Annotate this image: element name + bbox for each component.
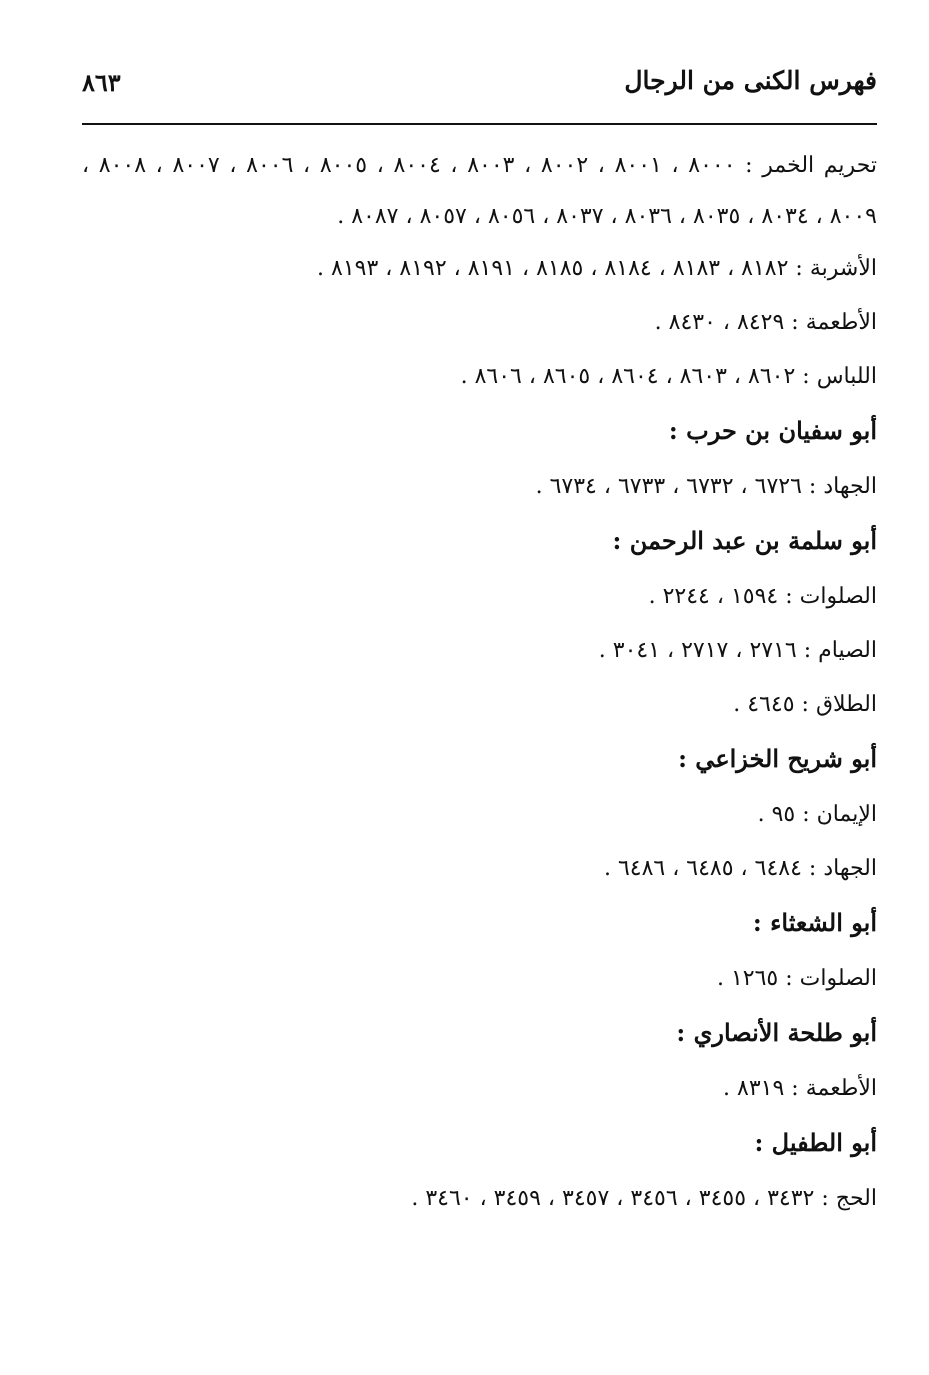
entry-heading: أبو الشعثاء : (752, 908, 877, 937)
entry-heading: أبو سلمة بن عبد الرحمن : (612, 526, 877, 555)
reference-topic: الطلاق (815, 692, 877, 717)
running-header (82, 62, 877, 108)
reference-numbers: ٨٣١٩ . (723, 1076, 785, 1101)
reference-line: الصيام : ٢٧١٦ ، ٢٧١٧ ، ٣٠٤١ . (598, 638, 877, 663)
reference-numbers: ١٥٩٤ ، ٢٢٤٤ . (648, 584, 779, 609)
reference-numbers: ٢٧١٦ ، ٢٧١٧ ، ٣٠٤١ . (598, 638, 797, 663)
reference-line: الصلوات : ١٢٦٥ . (716, 966, 877, 991)
reference-topic: الصلوات (799, 966, 877, 991)
reference-numbers: ٦٧٢٦ ، ٦٧٣٢ ، ٦٧٣٣ ، ٦٧٣٤ . (535, 474, 802, 499)
reference-line: اللباس : ٨٦٠٢ ، ٨٦٠٣ ، ٨٦٠٤ ، ٨٦٠٥ ، ٨٦٠٦ . (460, 364, 877, 389)
entry-heading: أبو شريح الخزاعي : (678, 744, 877, 773)
reference-line: الصلوات : ١٥٩٤ ، ٢٢٤٤ . (648, 584, 877, 609)
reference-topic: اللباس (816, 364, 877, 389)
reference-topic: الأطعمة (805, 310, 877, 335)
reference-numbers: ١٢٦٥ . (716, 966, 779, 991)
reference-topic: الجهاد (823, 856, 877, 881)
entry-heading: أبو سفيان بن حرب : (668, 416, 877, 445)
entry-heading: أبو طلحة الأنصاري : (676, 1018, 877, 1047)
running-header-title: فهرس الكنى من الرجال (624, 66, 877, 95)
reference-line: الجهاد : ٦٧٢٦ ، ٦٧٣٢ ، ٦٧٣٣ ، ٦٧٣٤ . (535, 474, 877, 499)
reference-topic: الجهاد (823, 474, 877, 499)
index-content (82, 140, 877, 1226)
reference-line: الأشربة : ٨١٨٢ ، ٨١٨٣ ، ٨١٨٤ ، ٨١٨٥ ، ٨١٩١ ، ٨١٩٢ ، ٨١٩٣ . (317, 256, 877, 281)
reference-line: الإيمان : ٩٥ . (757, 802, 877, 827)
reference-line: الحج : ٣٤٣٢ ، ٣٤٥٥ ، ٣٤٥٦ ، ٣٤٥٧ ، ٣٤٥٩ ، ٣٤٦٠ . (411, 1186, 877, 1211)
reference-topic: تحريم الخمر (762, 153, 878, 178)
reference-line: الطلاق : ٤٦٤٥ . (733, 692, 877, 717)
reference-line: الجهاد : ٦٤٨٤ ، ٦٤٨٥ ، ٦٤٨٦ . (603, 856, 877, 881)
reference-topic: الأطعمة (805, 1076, 877, 1101)
reference-topic: الأشربة (809, 256, 877, 281)
reference-topic: الإيمان (816, 802, 877, 827)
reference-topic: الصيام (818, 638, 877, 663)
reference-numbers: ٨٠٠٠ ، ٨٠٠١ ، ٨٠٠٢ ، ٨٠٠٣ ، ٨٠٠٤ ، ٨٠٠٥ ، ٨٠٠٦ ، ٨٠٠٧ ، ٨٠٠٨ ، ٨٠٠٩ ، ٨٠٣٤ ، ٨٠٣٥ ، ٨٠٣٦ ، ٨٠٣٧ ، ٨٠٥٦ ، ٨٠٥٧ ، ٨٠٨٧ . (82, 153, 877, 229)
reference-line: الأطعمة : ٨٣١٩ . (723, 1076, 877, 1101)
reference-numbers: ٩٥ . (757, 802, 796, 827)
header-divider (82, 123, 877, 125)
reference-line: تحريم الخمر : ٨٠٠٠ ، ٨٠٠١ ، ٨٠٠٢ ، ٨٠٠٣ ، ٨٠٠٤ ، ٨٠٠٥ ، ٨٠٠٦ ، ٨٠٠٧ ، ٨٠٠٨ ، ٨٠٠٩ ، ٨٠٣٤ ، ٨٠٣٥ ، ٨٠٣٦ ، ٨٠٣٧ ، ٨٠٥٦ ، ٨٠٥٧ ، ٨٠٨٧ . (82, 153, 878, 229)
reference-numbers: ٨٤٢٩ ، ٨٤٣٠ . (654, 310, 785, 335)
reference-topic: الحج (835, 1186, 877, 1211)
reference-topic: الصلوات (799, 584, 877, 609)
reference-numbers: ٣٤٣٢ ، ٣٤٥٥ ، ٣٤٥٦ ، ٣٤٥٧ ، ٣٤٥٩ ، ٣٤٦٠ . (411, 1186, 815, 1211)
entry-heading: أبو الطفيل : (754, 1128, 877, 1157)
page-number: ٨٦٣ (82, 68, 121, 97)
reference-numbers: ٤٦٤٥ . (733, 692, 795, 717)
reference-numbers: ٨٦٠٢ ، ٨٦٠٣ ، ٨٦٠٤ ، ٨٦٠٥ ، ٨٦٠٦ . (460, 364, 796, 389)
reference-numbers: ٨١٨٢ ، ٨١٨٣ ، ٨١٨٤ ، ٨١٨٥ ، ٨١٩١ ، ٨١٩٢ ، ٨١٩٣ . (317, 256, 789, 281)
reference-line: الأطعمة : ٨٤٢٩ ، ٨٤٣٠ . (654, 310, 877, 335)
reference-numbers: ٦٤٨٤ ، ٦٤٨٥ ، ٦٤٨٦ . (603, 856, 802, 881)
